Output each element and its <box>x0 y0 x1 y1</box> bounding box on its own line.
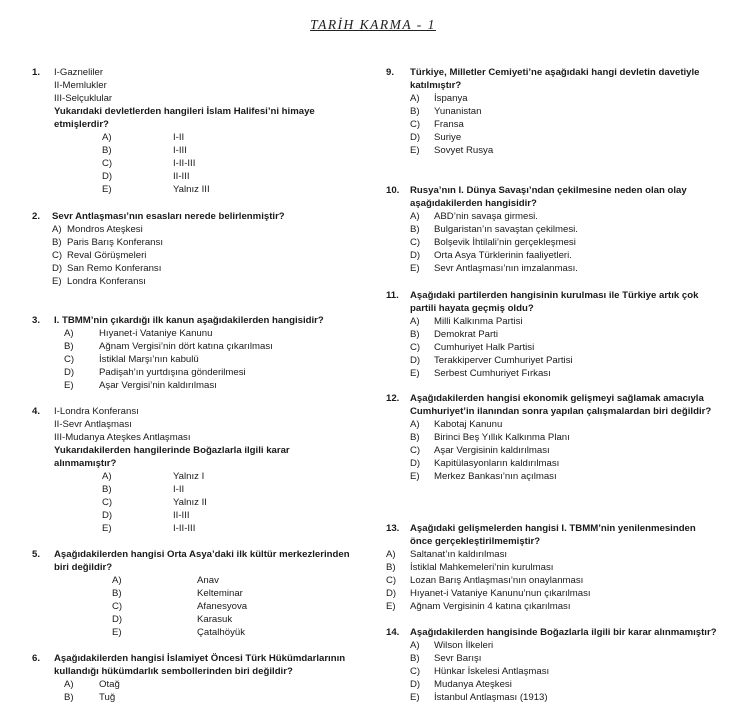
option-letter: E) <box>410 368 420 379</box>
answer-option[interactable] <box>410 367 710 380</box>
option-text: İstiklal Marşı’nın kabulü <box>99 354 199 365</box>
option-text: I-III <box>173 145 187 156</box>
option-letter: D) <box>410 132 421 143</box>
answer-option[interactable] <box>410 418 720 431</box>
question-number: 10. <box>386 185 400 196</box>
option-text: Wilson İlkeleri <box>434 640 494 651</box>
option-text: Çatalhöyük <box>197 627 245 638</box>
option-text: Milli Kalkınma Partisi <box>434 316 523 327</box>
option-letter: D) <box>64 367 75 378</box>
option-letter: A) <box>410 93 420 104</box>
answer-option[interactable] <box>64 366 354 379</box>
question-stem: Rusya’nın I. Dünya Savaşı’ndan çekilmesine neden olan olay aşağıdakilerden hangisidir? <box>410 185 687 209</box>
option-text: I-II-III <box>173 158 196 169</box>
option-text: Yalnız I <box>173 471 205 482</box>
option-text: Aşar Vergisinin kaldırılması <box>434 445 550 456</box>
answer-option[interactable] <box>102 483 344 496</box>
option-text: Cumhuriyet Halk Partisi <box>434 342 535 353</box>
option-text: İspanya <box>434 93 468 104</box>
answer-option[interactable] <box>52 236 342 249</box>
question-number: 14. <box>386 627 400 638</box>
answer-option[interactable] <box>410 652 740 665</box>
option-text: Orta Asya Türklerinin faaliyetleri. <box>434 250 572 261</box>
question-number: 9. <box>386 67 395 78</box>
option-text: Kapitülasyonların kaldırılması <box>434 458 560 469</box>
question-number: 4. <box>32 406 41 417</box>
option-letter: A) <box>102 132 112 143</box>
option-letter: E) <box>102 184 112 195</box>
answer-option[interactable] <box>102 509 344 522</box>
option-text: Serbest Cumhuriyet Fırkası <box>434 368 551 379</box>
answer-option[interactable] <box>102 522 344 535</box>
option-letter: C) <box>410 666 421 677</box>
answer-option[interactable] <box>386 561 710 574</box>
answer-option[interactable] <box>112 626 354 639</box>
answer-option[interactable] <box>410 92 730 105</box>
answer-option[interactable] <box>64 340 354 353</box>
answer-option[interactable] <box>64 353 354 366</box>
option-letter: B) <box>386 562 396 573</box>
option-letter: B) <box>410 224 420 235</box>
option-text: Tuğ <box>99 692 116 703</box>
option-letter: A) <box>112 575 122 586</box>
question-1 <box>32 66 344 196</box>
answer-option[interactable] <box>410 431 720 444</box>
question-14 <box>386 626 740 704</box>
option-letter: E) <box>410 145 420 156</box>
answer-option[interactable] <box>410 444 720 457</box>
question-number: 11. <box>386 290 399 301</box>
question-stem: Yukarıdakilerden hangilerinde Boğazlarla ilgili karar alınmamıştır? <box>54 445 290 469</box>
option-letter: C) <box>386 575 397 586</box>
answer-option[interactable] <box>386 574 710 587</box>
option-letter: D) <box>102 171 113 182</box>
option-text: Bulgaristan’ın savaştan çekilmesi. <box>434 224 578 235</box>
option-letter: C) <box>112 601 123 612</box>
question-number: 3. <box>32 315 41 326</box>
answer-option[interactable] <box>102 170 344 183</box>
option-letter: E) <box>410 263 420 274</box>
option-text: Sevr Barışı <box>434 653 482 664</box>
option-text: Suriye <box>434 132 462 143</box>
premise-item: I-Londra Konferansı <box>54 406 139 417</box>
answer-option[interactable] <box>64 327 354 340</box>
option-letter: E) <box>102 523 112 534</box>
option-letter: D) <box>52 263 63 274</box>
option-text: Merkez Bankası’nın açılması <box>434 471 557 482</box>
option-text: Ağnam Vergisinin 4 katına çıkarılması <box>410 601 571 612</box>
page-title: TARİH KARMA - 1 <box>310 17 436 32</box>
answer-option[interactable] <box>410 470 720 483</box>
option-text: Yunanistan <box>434 106 482 117</box>
question-number: 2. <box>32 211 41 222</box>
question-4 <box>32 405 344 535</box>
option-text: Bolşevik İhtilali’nin gerçekleşmesi <box>434 237 576 248</box>
answer-option[interactable] <box>386 548 710 561</box>
question-6 <box>32 652 354 704</box>
option-letter: D) <box>410 355 421 366</box>
premise-item: III-Mudanya Ateşkes Antlaşması <box>54 432 191 443</box>
answer-option[interactable] <box>410 678 740 691</box>
answer-option[interactable] <box>102 144 344 157</box>
answer-option[interactable] <box>410 354 710 367</box>
option-letter: B) <box>64 341 74 352</box>
answer-option[interactable] <box>112 600 354 613</box>
option-text: Karasuk <box>197 614 233 625</box>
premise-item: II-Memlukler <box>54 80 107 91</box>
option-letter: B) <box>102 145 112 156</box>
option-text: Kelteminar <box>197 588 243 599</box>
option-letter: A) <box>410 316 420 327</box>
option-text: I-II <box>173 484 185 495</box>
answer-option[interactable] <box>410 665 740 678</box>
option-letter: A) <box>64 328 74 339</box>
option-text: Hünkar İskelesi Antlaşması <box>434 666 550 677</box>
option-text: Mondros Ateşkesi <box>67 224 143 235</box>
option-text: II-III <box>173 510 190 521</box>
premise-item: III-Selçuklular <box>54 93 113 104</box>
answer-option[interactable] <box>102 496 344 509</box>
question-stem: Aşağıdaki gelişmelerden hangisi I. TBMM’nin yenilenmesinden önce gerçekleştirilmemiştir? <box>410 523 696 547</box>
premise-item: II-Sevr Antlaşması <box>54 419 132 430</box>
option-letter: A) <box>386 549 396 560</box>
answer-option[interactable] <box>112 574 354 587</box>
option-letter: C) <box>102 497 113 508</box>
answer-option[interactable] <box>410 210 710 223</box>
answer-option[interactable] <box>410 144 730 157</box>
option-letter: B) <box>410 432 420 443</box>
answer-option[interactable] <box>410 262 710 275</box>
option-text: Lozan Barış Antlaşması’nın onaylanması <box>410 575 584 586</box>
option-letter: A) <box>410 211 420 222</box>
question-2 <box>32 210 342 288</box>
premise-item: I-Gazneliler <box>54 67 104 78</box>
option-text: Mudanya Ateşkesi <box>434 679 512 690</box>
option-text: Birinci Beş Yıllık Kalkınma Planı <box>434 432 570 443</box>
answer-option[interactable] <box>52 249 342 262</box>
option-text: Hıyanet-i Vataniye Kanunu’nun çıkarılması <box>410 588 591 599</box>
answer-option[interactable] <box>410 131 730 144</box>
answer-option[interactable] <box>410 118 730 131</box>
option-letter: E) <box>410 471 420 482</box>
answer-option[interactable] <box>410 315 710 328</box>
option-letter: A) <box>410 640 420 651</box>
answer-option[interactable] <box>410 249 710 262</box>
question-stem: Aşağıdakilerden hangisi İslamiyet Öncesi Türk Hükümdarlarının kullandığı hükümdarlık sembollerinden biri değildir? <box>54 653 346 677</box>
option-text: Saltanat’ın kaldırılması <box>410 549 508 560</box>
option-text: I-II <box>173 132 185 143</box>
option-text: İstanbul Antlaşması (1913) <box>434 692 548 703</box>
option-text: Kabotaj Kanunu <box>434 419 503 430</box>
question-5 <box>32 548 354 639</box>
question-stem: Yukarıdaki devletlerden hangileri İslam Halifesi’ni himaye etmişlerdir? <box>54 106 315 130</box>
question-10 <box>386 184 710 275</box>
option-letter: B) <box>52 237 62 248</box>
option-letter: C) <box>52 250 63 261</box>
option-text: I-II-III <box>173 523 196 534</box>
answer-option[interactable] <box>386 587 710 600</box>
option-letter: D) <box>102 510 113 521</box>
option-text: Anav <box>197 575 219 586</box>
option-letter: E) <box>112 627 122 638</box>
option-letter: C) <box>64 354 75 365</box>
answer-option[interactable] <box>102 183 344 196</box>
question-stem: Aşağıdakilerden hangisi Orta Asya’daki ilk kültür merkezlerinden biri değildir? <box>54 549 350 573</box>
option-text: Yalnız III <box>173 184 210 195</box>
option-text: Terakkiperver Cumhuriyet Partisi <box>434 355 573 366</box>
option-letter: B) <box>410 653 420 664</box>
question-3 <box>32 314 354 392</box>
answer-option[interactable] <box>102 131 344 144</box>
answer-option[interactable] <box>64 379 354 392</box>
option-letter: C) <box>410 119 421 130</box>
answer-option[interactable] <box>112 613 354 626</box>
option-letter: E) <box>386 601 396 612</box>
answer-option[interactable] <box>64 678 354 691</box>
option-letter: A) <box>52 224 62 235</box>
option-text: Ağnam Vergisi’nin dört katına çıkarılması <box>99 341 273 352</box>
answer-option[interactable] <box>102 470 344 483</box>
option-text: Fransa <box>434 119 464 130</box>
question-number: 6. <box>32 653 41 664</box>
answer-option[interactable] <box>410 639 740 652</box>
option-letter: B) <box>112 588 122 599</box>
option-letter: C) <box>410 445 421 456</box>
option-text: II-III <box>173 171 190 182</box>
question-stem: Sevr Antlaşması’nın esasları nerede belirlenmiştir? <box>52 211 285 222</box>
question-13 <box>386 522 710 613</box>
option-text: Londra Konferansı <box>67 276 146 287</box>
question-stem: Türkiye, Milletler Cemiyeti’ne aşağıdaki hangi devletin davetiyle katılmıştır? <box>410 67 700 91</box>
option-letter: B) <box>410 106 420 117</box>
option-text: Padişah’ın yurtdışına gönderilmesi <box>99 367 246 378</box>
answer-option[interactable] <box>112 587 354 600</box>
answer-option[interactable] <box>410 223 710 236</box>
answer-option[interactable] <box>410 341 710 354</box>
answer-option[interactable] <box>64 691 354 704</box>
option-text: Paris Barış Konferansı <box>67 237 163 248</box>
answer-option[interactable] <box>52 275 342 288</box>
answer-option[interactable] <box>410 236 710 249</box>
answer-option[interactable] <box>410 328 710 341</box>
question-number: 1. <box>32 67 41 78</box>
option-text: Aşar Vergisi’nin kaldırılması <box>99 380 217 391</box>
option-letter: B) <box>64 692 74 703</box>
option-letter: E) <box>410 692 420 703</box>
option-text: Reval Görüşmeleri <box>67 250 147 261</box>
option-letter: B) <box>410 329 420 340</box>
answer-option[interactable] <box>386 600 710 613</box>
option-text: İstiklal Mahkemeleri’nin kurulması <box>410 562 554 573</box>
question-stem: Aşağıdaki partilerden hangisinin kurulması ile Türkiye artık çok partili hayata geçmiş oldu? <box>410 290 699 314</box>
option-letter: C) <box>410 237 421 248</box>
answer-option[interactable] <box>52 262 342 275</box>
option-letter: A) <box>102 471 112 482</box>
answer-option[interactable] <box>102 157 344 170</box>
question-number: 12. <box>386 393 400 404</box>
option-text: ABD’nin savaşa girmesi. <box>434 211 538 222</box>
option-text: Otağ <box>99 679 120 690</box>
option-letter: C) <box>102 158 113 169</box>
option-letter: A) <box>410 419 420 430</box>
answer-option[interactable] <box>410 691 740 704</box>
question-stem: Aşağıdakilerden hangisi ekonomik gelişmeyi sağlamak amacıyla Cumhuriyet’in ilanından sonra yapılan çalışmalardan biri değildir? <box>410 393 712 417</box>
option-text: Afanesyova <box>197 601 248 612</box>
option-letter: D) <box>410 458 421 469</box>
option-text: Demokrat Parti <box>434 329 498 340</box>
option-text: San Remo Konferansı <box>67 263 162 274</box>
question-11 <box>386 289 710 380</box>
option-text: Sovyet Rusya <box>434 145 494 156</box>
option-text: Yalnız II <box>173 497 207 508</box>
answer-option[interactable] <box>410 457 720 470</box>
question-12 <box>386 392 720 483</box>
question-stem: Aşağıdakilerden hangisinde Boğazlarla ilgili bir karar alınmamıştır? <box>410 627 717 638</box>
option-letter: D) <box>112 614 123 625</box>
option-letter: D) <box>386 588 397 599</box>
question-number: 5. <box>32 549 41 560</box>
option-letter: E) <box>52 276 62 287</box>
question-9 <box>386 66 730 157</box>
answer-option[interactable] <box>410 105 730 118</box>
option-letter: D) <box>410 250 421 261</box>
answer-option[interactable] <box>52 223 342 236</box>
question-number: 13. <box>386 523 400 534</box>
question-stem: I. TBMM’nin çıkardığı ilk kanun aşağıdakilerden hangisidir? <box>54 315 324 326</box>
option-text: Hıyanet-i Vataniye Kanunu <box>99 328 213 339</box>
option-letter: B) <box>102 484 112 495</box>
option-text: Sevr Antlaşması’nın imzalanması. <box>434 263 578 274</box>
option-letter: C) <box>410 342 421 353</box>
option-letter: A) <box>64 679 74 690</box>
option-letter: D) <box>410 679 421 690</box>
option-letter: E) <box>64 380 74 391</box>
